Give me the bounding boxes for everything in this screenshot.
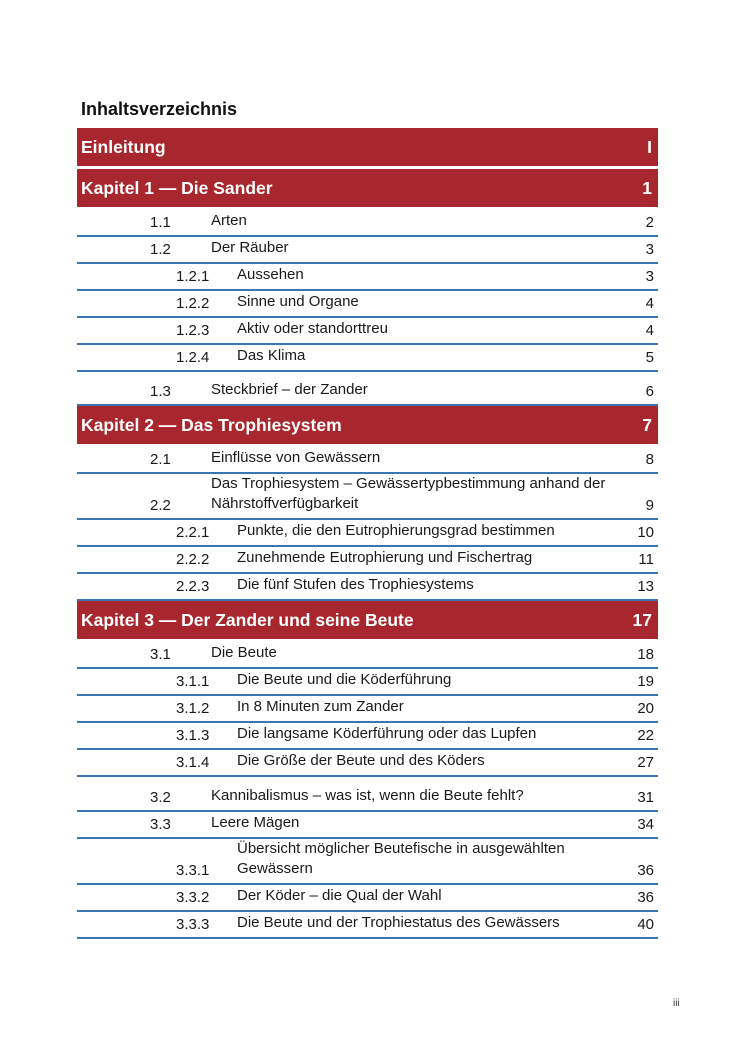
entry-page: 3 — [645, 268, 654, 285]
toc-entry[interactable] — [77, 912, 658, 939]
toc-entry[interactable] — [77, 345, 658, 372]
entry-title: Die Beute und der Trophiestatus des Gewässers — [237, 914, 560, 931]
entry-title: Die langsame Köderführung oder das Lupfen — [237, 725, 537, 742]
entry-number: 3.2 — [150, 789, 171, 806]
entry-title: Die Beute und die Köderführung — [237, 671, 452, 688]
entry-page: 13 — [637, 578, 654, 595]
entry-title: Das Trophiesystem – Gewässertypbestimmung anhand der Nährstoffverfügbarkeit — [211, 475, 606, 512]
entry-page: 20 — [637, 700, 654, 717]
entry-title: Punkte, die den Eutrophierungsgrad bestimmen — [237, 522, 555, 539]
entry-title: Der Räuber — [211, 239, 289, 256]
entry-page: 27 — [637, 754, 654, 771]
entry-number: 2.2.1 — [176, 524, 210, 541]
page-number: iii — [673, 998, 680, 1009]
table-of-contents — [77, 128, 658, 939]
toc-entry[interactable] — [77, 574, 658, 601]
entry-title: Der Köder – die Qual der Wahl — [237, 887, 442, 904]
toc-entry[interactable] — [77, 839, 658, 885]
toc-entry[interactable] — [77, 885, 658, 912]
entry-title: Die Größe der Beute und des Köders — [237, 752, 485, 769]
toc-entry[interactable] — [77, 696, 658, 723]
entry-number: 3.3.3 — [176, 916, 210, 933]
entry-title: Aussehen — [237, 266, 304, 283]
entry-page: 22 — [637, 727, 654, 744]
toc-entry[interactable] — [77, 210, 658, 237]
entry-number: 1.3 — [150, 383, 171, 400]
entry-number: 3.3 — [150, 816, 171, 833]
entry-page: 4 — [645, 295, 654, 312]
chapter-page: I — [647, 136, 652, 157]
chapter-page: 1 — [642, 177, 652, 198]
entry-number: 3.3.1 — [176, 862, 210, 879]
toc-entry[interactable] — [77, 264, 658, 291]
entry-title: In 8 Minuten zum Zander — [237, 698, 404, 715]
toc-entry[interactable] — [77, 291, 658, 318]
entry-page: 9 — [645, 497, 654, 514]
entry-page: 3 — [645, 241, 654, 258]
entry-number: 2.2.2 — [176, 551, 210, 568]
toc-entry[interactable] — [77, 318, 658, 345]
entry-page: 18 — [637, 646, 654, 663]
chapter-page: 17 — [632, 609, 652, 630]
entry-page: 10 — [637, 524, 654, 541]
toc-entry[interactable] — [77, 785, 658, 812]
entry-number: 3.1.1 — [176, 673, 210, 690]
toc-entry[interactable] — [77, 669, 658, 696]
toc-entry[interactable] — [77, 447, 658, 474]
entry-page: 36 — [637, 862, 654, 879]
entry-title: Kannibalismus – was ist, wenn die Beute fehlt? — [211, 787, 524, 804]
entry-title: Sinne und Organe — [237, 293, 359, 310]
toc-chapter[interactable] — [77, 169, 658, 207]
entry-number: 1.2.4 — [176, 349, 210, 366]
entry-number: 1.2.2 — [176, 295, 210, 312]
toc-entry[interactable] — [77, 547, 658, 574]
toc-chapter[interactable] — [77, 601, 658, 639]
page-title: Inhaltsverzeichnis — [81, 99, 238, 119]
entry-title: Die Beute — [211, 644, 277, 661]
entry-title: Steckbrief – der Zander — [211, 381, 368, 398]
entry-title: Leere Mägen — [211, 814, 300, 831]
toc-entry[interactable] — [77, 812, 658, 839]
entry-title: Einflüsse von Gewässern — [211, 449, 381, 466]
entry-number: 1.2 — [150, 241, 171, 258]
entry-number: 1.1 — [150, 214, 171, 231]
entry-page: 40 — [637, 916, 654, 933]
toc-chapter[interactable] — [77, 128, 658, 166]
entry-page: 11 — [638, 551, 654, 568]
chapter-label: Kapitel 1 — Die Sander — [81, 177, 273, 198]
entry-title: Zunehmende Eutrophierung und Fischertrag — [237, 549, 533, 566]
entry-title: Übersicht möglicher Beutefische in ausgewählten Gewässern — [237, 840, 565, 877]
entry-number: 2.1 — [150, 451, 171, 468]
chapter-label: Kapitel 2 — Das Trophiesystem — [81, 414, 342, 435]
chapter-page: 7 — [642, 414, 652, 435]
entry-number: 3.1.4 — [176, 754, 210, 771]
entry-title: Die fünf Stufen des Trophiesystems — [237, 576, 474, 593]
entry-page: 6 — [645, 383, 654, 400]
toc-entry[interactable] — [77, 642, 658, 669]
toc-chapter[interactable] — [77, 406, 658, 444]
toc-entry[interactable] — [77, 520, 658, 547]
entry-page: 4 — [645, 322, 654, 339]
entry-page: 5 — [645, 349, 654, 366]
toc-entry[interactable] — [77, 474, 658, 520]
chapter-label: Kapitel 3 — Der Zander und seine Beute — [81, 609, 414, 630]
entry-page: 34 — [637, 816, 654, 833]
toc-entry[interactable] — [77, 723, 658, 750]
entry-page: 8 — [645, 451, 654, 468]
entry-number: 3.1.3 — [176, 727, 210, 744]
entry-page: 19 — [637, 673, 654, 690]
toc-entry[interactable] — [77, 379, 658, 406]
toc-entry[interactable] — [77, 750, 658, 777]
entry-page: 2 — [645, 214, 654, 231]
entry-number: 3.3.2 — [176, 889, 210, 906]
entry-title: Aktiv oder standorttreu — [237, 320, 388, 337]
entry-number: 2.2 — [150, 497, 171, 514]
entry-number: 1.2.3 — [176, 322, 210, 339]
entry-number: 2.2.3 — [176, 578, 210, 595]
entry-number: 3.1.2 — [176, 700, 210, 717]
entry-title: Arten — [211, 212, 247, 229]
entry-number: 3.1 — [150, 646, 171, 663]
toc-entry[interactable] — [77, 237, 658, 264]
entry-page: 36 — [637, 889, 654, 906]
entry-title: Das Klima — [237, 347, 306, 364]
entry-page: 31 — [637, 789, 654, 806]
chapter-label: Einleitung — [81, 136, 166, 157]
entry-number: 1.2.1 — [176, 268, 210, 285]
